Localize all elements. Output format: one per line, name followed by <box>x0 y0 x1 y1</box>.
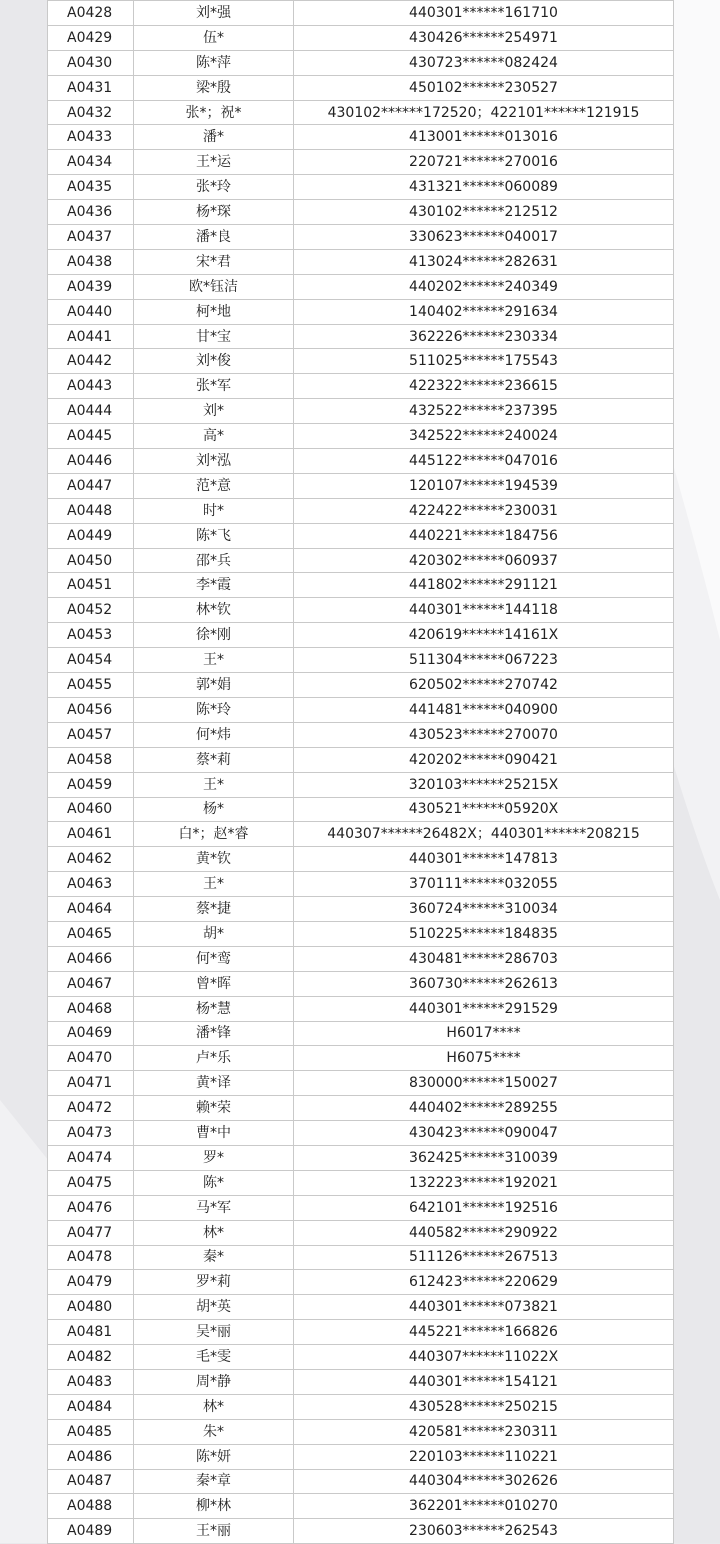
table-row <box>48 822 674 847</box>
row-number: A0476 <box>48 1195 134 1220</box>
row-id-number: 420619******14161X <box>294 623 674 648</box>
row-name: 甘*宝 <box>134 324 294 349</box>
row-number: A0470 <box>48 1046 134 1071</box>
row-name: 蔡*捷 <box>134 897 294 922</box>
table-row <box>48 1195 674 1220</box>
row-name: 伍* <box>134 25 294 50</box>
row-id-number: 620502******270742 <box>294 673 674 698</box>
row-number: A0461 <box>48 822 134 847</box>
row-number: A0446 <box>48 449 134 474</box>
row-id-number: 420202******090421 <box>294 747 674 772</box>
row-number: A0439 <box>48 274 134 299</box>
row-id-number: 830000******150027 <box>294 1071 674 1096</box>
row-number: A0432 <box>48 100 134 125</box>
row-id-number: 430528******250215 <box>294 1394 674 1419</box>
row-id-number: 230603******262543 <box>294 1519 674 1544</box>
row-name: 朱* <box>134 1419 294 1444</box>
row-number: A0467 <box>48 971 134 996</box>
document-sheet <box>47 0 673 1544</box>
table-row <box>48 473 674 498</box>
row-number: A0444 <box>48 399 134 424</box>
row-name: 李*霞 <box>134 573 294 598</box>
row-number: A0471 <box>48 1071 134 1096</box>
row-id-number: 362201******010270 <box>294 1494 674 1519</box>
row-id-number: 420302******060937 <box>294 548 674 573</box>
row-name: 王*丽 <box>134 1519 294 1544</box>
table-row <box>48 225 674 250</box>
row-id-number: 440221******184756 <box>294 523 674 548</box>
row-number: A0484 <box>48 1394 134 1419</box>
row-name: 王* <box>134 648 294 673</box>
row-number: A0486 <box>48 1444 134 1469</box>
row-name: 毛*雯 <box>134 1345 294 1370</box>
row-name: 刘*俊 <box>134 349 294 374</box>
row-id-number: 360724******310034 <box>294 897 674 922</box>
row-name: 徐*刚 <box>134 623 294 648</box>
table-row <box>48 75 674 100</box>
row-name: 林* <box>134 1394 294 1419</box>
row-name: 曾*晖 <box>134 971 294 996</box>
row-id-number: 441481******040900 <box>294 697 674 722</box>
table-row <box>48 548 674 573</box>
row-name: 林* <box>134 1220 294 1245</box>
table-row <box>48 249 674 274</box>
row-id-number: 430426******254971 <box>294 25 674 50</box>
table-row <box>48 697 674 722</box>
row-number: A0450 <box>48 548 134 573</box>
table-row <box>48 623 674 648</box>
row-id-number: 440304******302626 <box>294 1469 674 1494</box>
table-row <box>48 1419 674 1444</box>
row-name: 陈*飞 <box>134 523 294 548</box>
row-name: 胡* <box>134 921 294 946</box>
row-number: A0428 <box>48 1 134 26</box>
row-id-number: 440301******144118 <box>294 598 674 623</box>
row-number: A0478 <box>48 1245 134 1270</box>
row-id-number: 220103******110221 <box>294 1444 674 1469</box>
row-name: 杨* <box>134 797 294 822</box>
row-number: A0477 <box>48 1220 134 1245</box>
row-name: 郭*娟 <box>134 673 294 698</box>
row-name: 柯*地 <box>134 299 294 324</box>
row-id-number: 430102******212512 <box>294 200 674 225</box>
row-name: 马*军 <box>134 1195 294 1220</box>
row-name: 潘*锋 <box>134 1021 294 1046</box>
row-name: 吴*丽 <box>134 1320 294 1345</box>
row-number: A0487 <box>48 1469 134 1494</box>
row-name: 周*静 <box>134 1369 294 1394</box>
row-name: 赖*荣 <box>134 1096 294 1121</box>
row-name: 黄*译 <box>134 1071 294 1096</box>
row-number: A0445 <box>48 424 134 449</box>
table-row <box>48 1245 674 1270</box>
row-number: A0438 <box>48 249 134 274</box>
table-row <box>48 1121 674 1146</box>
table-row <box>48 1369 674 1394</box>
row-name: 陈* <box>134 1170 294 1195</box>
row-id-number: H6075**** <box>294 1046 674 1071</box>
table-row <box>48 921 674 946</box>
table-row <box>48 648 674 673</box>
row-name: 张*；祝* <box>134 100 294 125</box>
row-number: A0436 <box>48 200 134 225</box>
row-name: 刘* <box>134 399 294 424</box>
row-name: 林*钦 <box>134 598 294 623</box>
row-id-number: 440301******147813 <box>294 847 674 872</box>
row-id-number: 642101******192516 <box>294 1195 674 1220</box>
table-row <box>48 1145 674 1170</box>
row-name: 罗* <box>134 1145 294 1170</box>
row-number: A0437 <box>48 225 134 250</box>
row-number: A0459 <box>48 772 134 797</box>
row-id-number: 430423******090047 <box>294 1121 674 1146</box>
table-row <box>48 1046 674 1071</box>
row-name: 何*鸾 <box>134 946 294 971</box>
table-row <box>48 523 674 548</box>
table-row <box>48 374 674 399</box>
table-row <box>48 722 674 747</box>
row-name: 秦* <box>134 1245 294 1270</box>
table-row <box>48 449 674 474</box>
row-name: 王* <box>134 872 294 897</box>
row-name: 秦*章 <box>134 1469 294 1494</box>
row-name: 杨*琛 <box>134 200 294 225</box>
row-id-number: 413001******013016 <box>294 125 674 150</box>
row-id-number: 413024******282631 <box>294 249 674 274</box>
row-name: 黄*钦 <box>134 847 294 872</box>
table-row <box>48 996 674 1021</box>
table-row <box>48 946 674 971</box>
table-row <box>48 747 674 772</box>
table-row <box>48 1320 674 1345</box>
row-number: A0479 <box>48 1270 134 1295</box>
table-row <box>48 673 674 698</box>
row-name: 范*意 <box>134 473 294 498</box>
row-name: 王* <box>134 772 294 797</box>
row-number: A0481 <box>48 1320 134 1345</box>
row-number: A0458 <box>48 747 134 772</box>
row-number: A0455 <box>48 673 134 698</box>
row-id-number: 445221******166826 <box>294 1320 674 1345</box>
row-id-number: 612423******220629 <box>294 1270 674 1295</box>
row-id-number: 431321******060089 <box>294 175 674 200</box>
row-id-number: 342522******240024 <box>294 424 674 449</box>
row-id-number: 430523******270070 <box>294 722 674 747</box>
row-name: 蔡*莉 <box>134 747 294 772</box>
row-number: A0465 <box>48 921 134 946</box>
table-row <box>48 598 674 623</box>
row-number: A0448 <box>48 498 134 523</box>
row-name: 宋*君 <box>134 249 294 274</box>
row-number: A0452 <box>48 598 134 623</box>
row-id-number: 430723******082424 <box>294 50 674 75</box>
table-row <box>48 1394 674 1419</box>
row-id-number: H6017**** <box>294 1021 674 1046</box>
table-row <box>48 299 674 324</box>
row-id-number: 330623******040017 <box>294 225 674 250</box>
row-id-number: 440582******290922 <box>294 1220 674 1245</box>
row-id-number: 360730******262613 <box>294 971 674 996</box>
row-number: A0430 <box>48 50 134 75</box>
row-number: A0454 <box>48 648 134 673</box>
table-row <box>48 1021 674 1046</box>
row-name: 王*运 <box>134 150 294 175</box>
row-number: A0453 <box>48 623 134 648</box>
row-id-number: 430481******286703 <box>294 946 674 971</box>
table-row <box>48 971 674 996</box>
row-id-number: 220721******270016 <box>294 150 674 175</box>
table-row <box>48 175 674 200</box>
table-row <box>48 1096 674 1121</box>
table-row <box>48 50 674 75</box>
table-row <box>48 125 674 150</box>
row-number: A0441 <box>48 324 134 349</box>
table-row <box>48 847 674 872</box>
row-name: 张*玲 <box>134 175 294 200</box>
row-name: 梁*殷 <box>134 75 294 100</box>
row-id-number: 440301******073821 <box>294 1295 674 1320</box>
row-id-number: 511126******267513 <box>294 1245 674 1270</box>
row-id-number: 432522******237395 <box>294 399 674 424</box>
row-number: A0488 <box>48 1494 134 1519</box>
table-row <box>48 1494 674 1519</box>
row-name: 邵*兵 <box>134 548 294 573</box>
row-id-number: 441802******291121 <box>294 573 674 598</box>
row-name: 张*军 <box>134 374 294 399</box>
row-name: 欧*钰洁 <box>134 274 294 299</box>
row-number: A0433 <box>48 125 134 150</box>
row-number: A0489 <box>48 1519 134 1544</box>
row-id-number: 445122******047016 <box>294 449 674 474</box>
table-row <box>48 498 674 523</box>
row-name: 陈*玲 <box>134 697 294 722</box>
row-id-number: 450102******230527 <box>294 75 674 100</box>
row-number: A0463 <box>48 872 134 897</box>
row-number: A0482 <box>48 1345 134 1370</box>
row-name: 柳*林 <box>134 1494 294 1519</box>
row-number: A0466 <box>48 946 134 971</box>
row-name: 潘* <box>134 125 294 150</box>
row-id-number: 320103******25215X <box>294 772 674 797</box>
table-body <box>48 1 674 1544</box>
row-number: A0473 <box>48 1121 134 1146</box>
table-row <box>48 1519 674 1544</box>
row-number: A0469 <box>48 1021 134 1046</box>
row-number: A0443 <box>48 374 134 399</box>
row-number: A0468 <box>48 996 134 1021</box>
table-row <box>48 200 674 225</box>
table-row <box>48 424 674 449</box>
row-id-number: 120107******194539 <box>294 473 674 498</box>
table-row <box>48 274 674 299</box>
row-number: A0457 <box>48 722 134 747</box>
row-number: A0462 <box>48 847 134 872</box>
row-id-number: 440307******26482X；440301******208215 <box>294 822 674 847</box>
row-number: A0460 <box>48 797 134 822</box>
table-row <box>48 573 674 598</box>
table-row <box>48 1220 674 1245</box>
row-id-number: 362425******310039 <box>294 1145 674 1170</box>
table-row <box>48 1469 674 1494</box>
row-id-number: 422322******236615 <box>294 374 674 399</box>
table-row <box>48 772 674 797</box>
row-name: 潘*良 <box>134 225 294 250</box>
row-name: 卢*乐 <box>134 1046 294 1071</box>
row-number: A0451 <box>48 573 134 598</box>
row-name: 罗*莉 <box>134 1270 294 1295</box>
table-row <box>48 1444 674 1469</box>
table-row <box>48 797 674 822</box>
table-row <box>48 1170 674 1195</box>
table-row <box>48 25 674 50</box>
table-row <box>48 1295 674 1320</box>
table-row <box>48 872 674 897</box>
row-id-number: 430102******172520；422101******121915 <box>294 100 674 125</box>
row-id-number: 132223******192021 <box>294 1170 674 1195</box>
row-number: A0447 <box>48 473 134 498</box>
row-id-number: 422422******230031 <box>294 498 674 523</box>
row-name: 白*；赵*睿 <box>134 822 294 847</box>
table-row <box>48 1345 674 1370</box>
table-row <box>48 100 674 125</box>
table-row <box>48 1 674 26</box>
row-number: A0464 <box>48 897 134 922</box>
row-id-number: 440301******154121 <box>294 1369 674 1394</box>
row-name: 刘*泓 <box>134 449 294 474</box>
row-number: A0435 <box>48 175 134 200</box>
row-number: A0431 <box>48 75 134 100</box>
row-name: 曹*中 <box>134 1121 294 1146</box>
row-id-number: 511304******067223 <box>294 648 674 673</box>
table-row <box>48 324 674 349</box>
row-number: A0472 <box>48 1096 134 1121</box>
row-number: A0449 <box>48 523 134 548</box>
row-id-number: 362226******230334 <box>294 324 674 349</box>
row-id-number: 440402******289255 <box>294 1096 674 1121</box>
row-number: A0434 <box>48 150 134 175</box>
row-id-number: 510225******184835 <box>294 921 674 946</box>
row-number: A0480 <box>48 1295 134 1320</box>
row-id-number: 440202******240349 <box>294 274 674 299</box>
row-name: 何*炜 <box>134 722 294 747</box>
row-name: 时* <box>134 498 294 523</box>
row-number: A0440 <box>48 299 134 324</box>
data-table <box>47 0 674 1544</box>
row-id-number: 430521******05920X <box>294 797 674 822</box>
row-name: 刘*强 <box>134 1 294 26</box>
row-name: 杨*慧 <box>134 996 294 1021</box>
table-row <box>48 897 674 922</box>
table-row <box>48 399 674 424</box>
row-name: 陈*萍 <box>134 50 294 75</box>
row-number: A0474 <box>48 1145 134 1170</box>
row-name: 胡*英 <box>134 1295 294 1320</box>
table-row <box>48 150 674 175</box>
row-name: 高* <box>134 424 294 449</box>
row-id-number: 420581******230311 <box>294 1419 674 1444</box>
row-number: A0442 <box>48 349 134 374</box>
table-row <box>48 349 674 374</box>
row-id-number: 440301******291529 <box>294 996 674 1021</box>
row-number: A0483 <box>48 1369 134 1394</box>
row-id-number: 511025******175543 <box>294 349 674 374</box>
table-row <box>48 1270 674 1295</box>
row-number: A0456 <box>48 697 134 722</box>
row-name: 陈*妍 <box>134 1444 294 1469</box>
row-number: A0475 <box>48 1170 134 1195</box>
row-number: A0485 <box>48 1419 134 1444</box>
table-row <box>48 1071 674 1096</box>
row-id-number: 370111******032055 <box>294 872 674 897</box>
row-id-number: 440301******161710 <box>294 1 674 26</box>
row-number: A0429 <box>48 25 134 50</box>
row-id-number: 140402******291634 <box>294 299 674 324</box>
row-id-number: 440307******11022X <box>294 1345 674 1370</box>
